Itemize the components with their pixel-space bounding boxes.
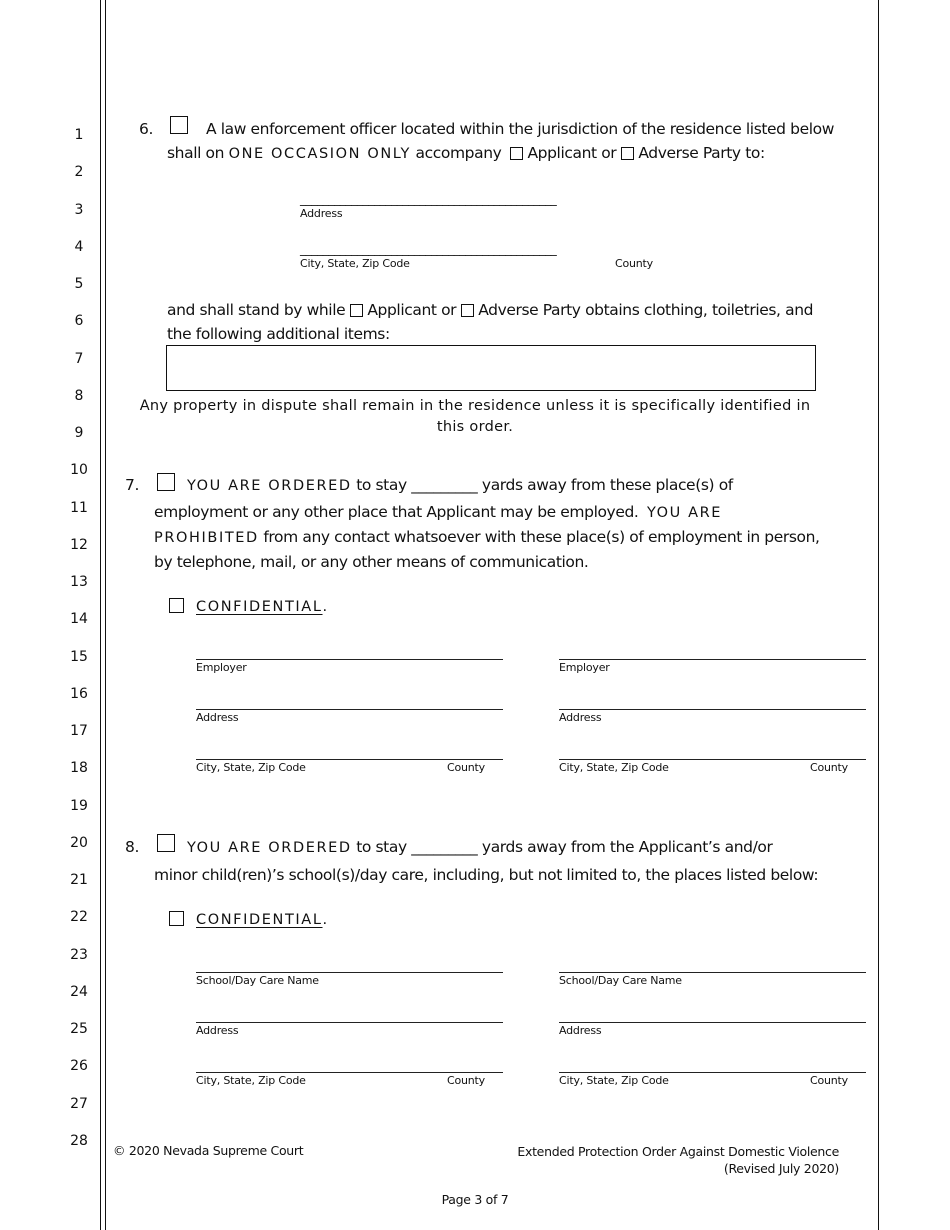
employer-city-left-label: City, State, Zip Code [196,761,306,774]
school-county-right-label: County [810,1074,848,1087]
stand-by-applicant-checkbox[interactable] [350,304,363,317]
additional-items-label: the following additional items: [167,325,390,343]
school-address-left-line[interactable] [196,1022,503,1023]
left-margin-rule [100,0,101,1230]
section-6-checkbox[interactable] [170,116,188,134]
section-7-checkbox[interactable] [157,473,175,491]
section-7-employment-text: employment or any other place that Applicant may be employed. [154,503,639,521]
line-number: 8 [74,388,84,404]
accompany-adverse-party-label: Adverse Party to: [638,144,765,162]
employer-address-right-line[interactable] [559,709,866,710]
employer-right-line[interactable] [559,659,866,660]
employer-left-label: Employer [196,661,247,674]
section-7-line3 [154,525,820,550]
line-number: 27 [70,1096,88,1112]
employer-address-left-line[interactable] [196,709,503,710]
line-number: 22 [70,909,88,925]
line-number: 17 [70,723,88,739]
section-8-line2: minor child(ren)’s school(s)/day care, including, but not limited to, the places listed below: [154,866,819,884]
school-city-right-line[interactable] [559,1072,866,1073]
employer-left-line[interactable] [196,659,503,660]
line-number: 25 [70,1021,88,1037]
line-number: 15 [70,649,88,665]
line-number: 9 [74,425,84,441]
line-number: 26 [70,1058,88,1074]
line-number: 7 [74,351,84,367]
city-state-zip-blank[interactable]: _____________________________________________ [300,242,557,256]
school-left-line[interactable] [196,972,503,973]
line-number: 16 [70,686,88,702]
school-right-label: School/Day Care Name [559,974,682,987]
school-county-left-label: County [447,1074,485,1087]
property-dispute-line1: Any property in dispute shall remain in the residence unless it is specifically identified in [139,398,811,414]
line-number: 5 [74,276,84,292]
you-are-caps: YOU ARE [646,505,723,521]
line-number: 21 [70,872,88,888]
section-7-number: 7. [125,476,139,494]
section-8-stay-text: to stay _________ yards away from the Applicant’s and/or [356,838,773,856]
employer-right-label: Employer [559,661,610,674]
section-7-stay-text: to stay _________ yards away from these place(s) of [356,476,733,494]
line-number: 19 [70,798,88,814]
line-number: 13 [70,574,88,590]
employer-address-left-label: Address [196,711,239,724]
footer-copyright: © 2020 Nevada Supreme Court [113,1143,304,1158]
accompany-text: accompany [415,144,502,162]
stand-by-adverse-party-checkbox[interactable] [461,304,474,317]
section-8-confidential [196,909,327,928]
you-are-ordered: YOU ARE ORDERED [187,478,352,494]
confidential-label: CONFIDENTIAL [196,912,323,928]
employer-county-right-label: County [810,761,848,774]
line-number: 10 [70,462,88,478]
section-7-contact-text: from any contact whatsoever with these place(s) of employment in person, [263,528,820,546]
section-6-text-line2 [167,141,765,166]
footer-form-title: Extended Protection Order Against Domestic Violence [517,1144,839,1159]
line-number: 14 [70,611,88,627]
line-number: 4 [74,239,84,255]
line-number: 23 [70,947,88,963]
footer-revised: (Revised July 2020) [723,1161,839,1176]
you-are-ordered: YOU ARE ORDERED [187,840,352,856]
school-address-left-label: Address [196,1024,239,1037]
city-state-zip-label: City, State, Zip Code [300,257,410,270]
section-8-checkbox[interactable] [157,834,175,852]
section-7-confidential [196,596,327,615]
confidential-period: . [322,912,328,928]
section-8-line1 [187,835,772,860]
section-8-number: 8. [125,838,139,856]
school-city-left-line[interactable] [196,1072,503,1073]
line-number: 28 [70,1133,88,1149]
line-number: 3 [74,202,84,218]
employer-city-right-line[interactable] [559,759,866,760]
stand-by-text: and shall stand by while [167,301,346,319]
line-number: 1 [74,127,84,143]
additional-items-field[interactable] [166,345,816,391]
section-7-confidential-checkbox[interactable] [169,598,184,613]
shall-on-text: shall on [167,144,225,162]
property-dispute-notice [110,396,840,438]
prohibited-caps: PROHIBITED [154,530,259,546]
line-number: 11 [70,500,88,516]
accompany-applicant-label: Applicant or [527,144,617,162]
school-address-right-line[interactable] [559,1022,866,1023]
address-blank[interactable]: _____________________________________________ [300,192,557,206]
stand-by-line [167,298,813,322]
employer-city-left-line[interactable] [196,759,503,760]
stand-by-applicant-label: Applicant or [367,301,457,319]
section-6-number: 6. [139,120,153,138]
left-margin-rule-inner [105,0,106,1230]
property-dispute-line2: this order. [436,419,514,435]
section-7-line4: by telephone, mail, or any other means of communication. [154,553,589,571]
line-number: 20 [70,835,88,851]
address-label: Address [300,207,343,220]
one-occasion-only: ONE OCCASION ONLY [228,146,412,162]
county-label: County [615,257,653,270]
line-number: 6 [74,313,84,329]
school-right-line[interactable] [559,972,866,973]
line-number: 18 [70,760,88,776]
school-city-left-label: City, State, Zip Code [196,1074,306,1087]
footer-form-info [480,1143,839,1177]
confidential-label: CONFIDENTIAL [196,599,323,615]
section-7-line1 [187,473,733,498]
section-6-text-line1: A law enforcement officer located within the jurisdiction of the residence listed below [206,120,834,138]
line-number: 2 [74,164,84,180]
line-number: 12 [70,537,88,553]
employer-address-right-label: Address [559,711,602,724]
accompany-applicant-checkbox[interactable] [510,147,523,160]
school-city-right-label: City, State, Zip Code [559,1074,669,1087]
school-address-right-label: Address [559,1024,602,1037]
accompany-adverse-party-checkbox[interactable] [621,147,634,160]
page-number: Page 3 of 7 [441,1192,509,1207]
line-number: 24 [70,984,88,1000]
employer-county-left-label: County [447,761,485,774]
section-8-confidential-checkbox[interactable] [169,911,184,926]
section-7-line2 [154,500,722,525]
stand-by-adverse-party-label: Adverse Party obtains clothing, toiletries, and [478,301,814,319]
employer-city-right-label: City, State, Zip Code [559,761,669,774]
right-margin-rule [878,0,879,1230]
school-left-label: School/Day Care Name [196,974,319,987]
confidential-period: . [322,599,328,615]
